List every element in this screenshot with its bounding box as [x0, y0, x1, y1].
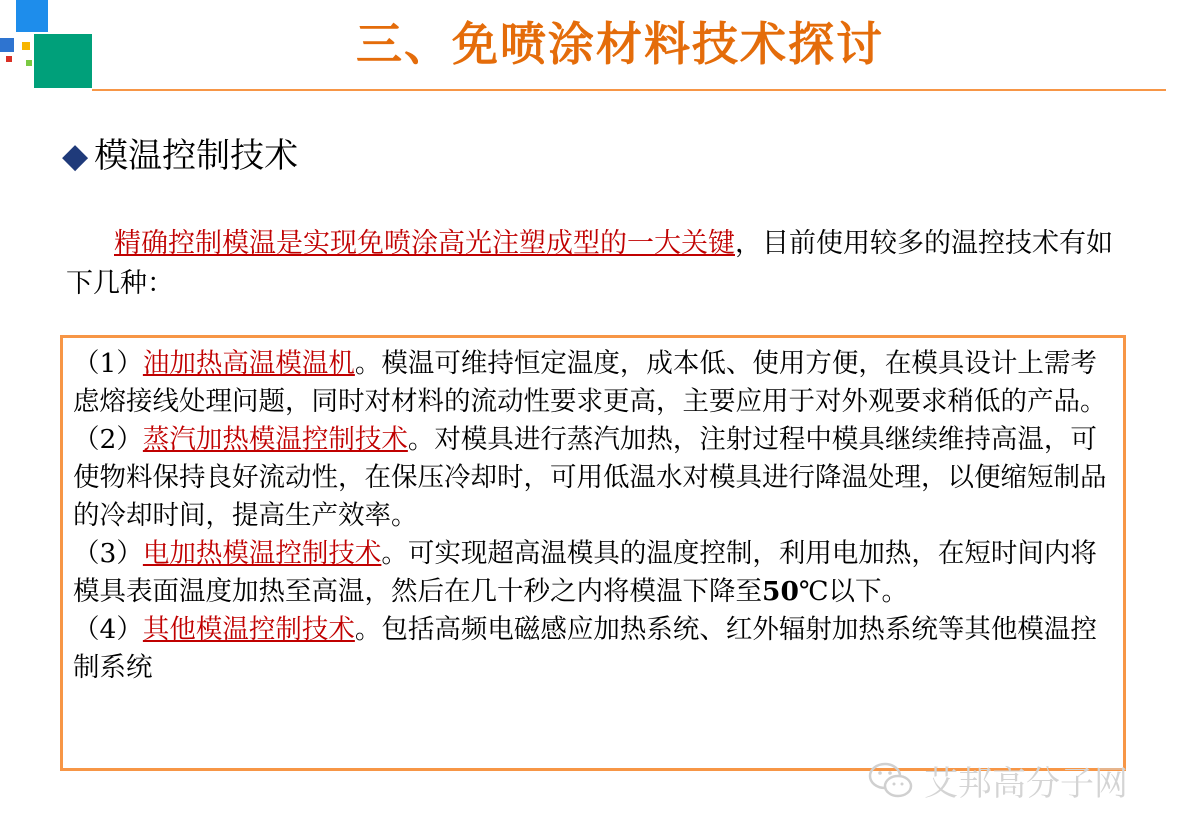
technique-item-4: [73, 611, 1115, 687]
item-name: 蒸汽加热模温控制技术: [142, 424, 408, 455]
watermark-text: 艾邦高分子网: [924, 764, 1128, 804]
item-number: （3）: [73, 538, 143, 569]
intro-highlight: 精确控制模温是实现免喷涂高光注塑成型的一大关键: [114, 228, 735, 259]
diamond-icon: ◆: [62, 136, 89, 176]
item-number: （2）: [73, 424, 143, 455]
wechat-icon: [868, 761, 914, 801]
item-description: 。包括高频电磁感应加热系统、红外辐射加热系统等其他模温控制系统: [73, 614, 1097, 683]
intro-paragraph: [66, 224, 1128, 304]
intro-rest: ，目前使用较多的温控技术有如下几种：: [66, 228, 1113, 299]
item-description: 。对模具进行蒸汽加热，注射过程中模具继续维持高温，可使物料保持良好流动性，在保压冷却时，可用低温水对模具进行降温处理，以便缩短制品的冷却时间，提高生产效率。: [73, 424, 1107, 531]
item-number: （1）: [73, 348, 143, 379]
item-description: 。可实现超高温模具的温度控制，利用电加热，在短时间内将模具表面温度加热至高温，然后在几十秒之内将模温下降至: [73, 538, 1097, 607]
item-name: 油加热高温模温机: [142, 348, 355, 379]
section-heading: [62, 133, 298, 179]
item-name: 电加热模温控制技术: [142, 538, 382, 569]
temperature-value: 50: [762, 576, 799, 607]
watermark: [868, 756, 1128, 805]
item-number: （4）: [73, 614, 143, 645]
item-description: 。模温可维持恒定温度，成本低、使用方便，在模具设计上需考虑熔接线处理问题，同时对材料的流动性要求更高，主要应用于对外观要求稍低的产品。: [73, 348, 1107, 417]
section-heading-text: 模温控制技术: [94, 136, 299, 176]
item-name: 其他模温控制技术: [142, 614, 355, 645]
technique-item-1: [73, 345, 1115, 421]
technique-item-2: [73, 421, 1115, 535]
techniques-box: [60, 335, 1126, 771]
title-divider: [92, 89, 1166, 91]
item-tail: ℃以下。: [798, 576, 909, 607]
page-title: 三、免喷涂材料技术探讨: [356, 17, 884, 71]
brand-logo-icon: [0, 0, 100, 95]
technique-item-3: [73, 535, 1115, 611]
